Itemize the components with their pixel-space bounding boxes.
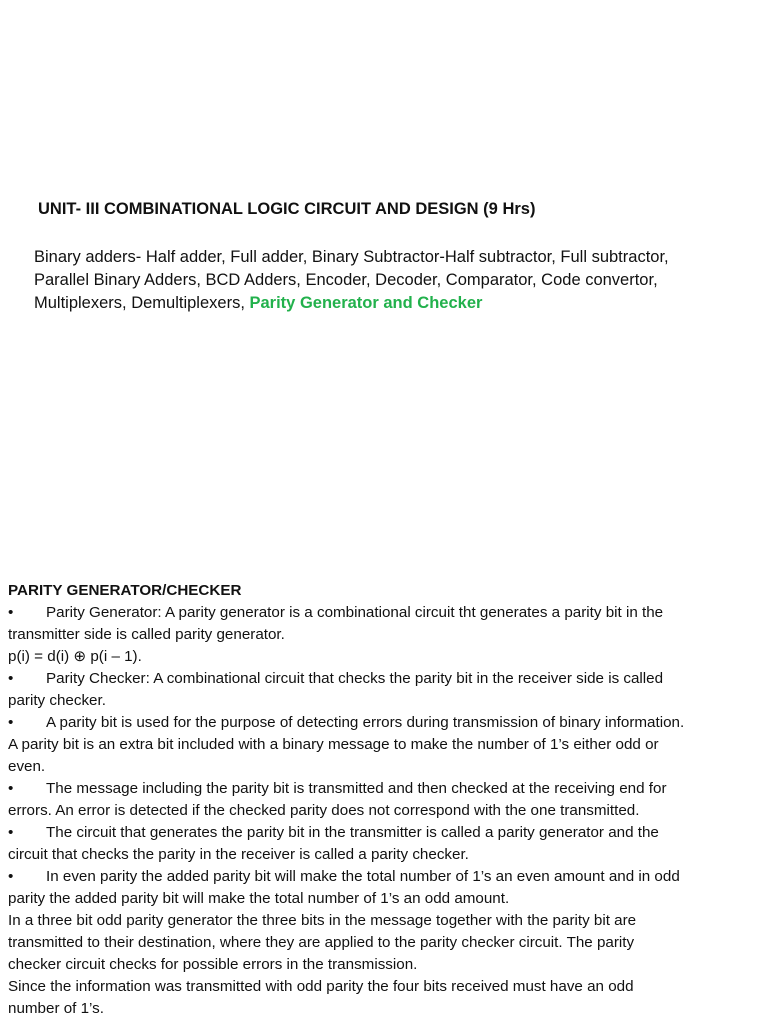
text-line [8,734,764,756]
line-text: parity checker. [8,692,106,709]
line-text: The message including the parity bit is transmitted and then checked at the receiving end for [46,780,667,797]
text-line [8,998,764,1020]
line-text: The circuit that generates the parity bit in the transmitter is called a parity generator and the [46,824,659,841]
line-text: errors. An error is detected if the checked parity does not correspond with the one transmitted. [8,802,640,819]
bullet-line [8,822,764,844]
text-line [8,844,764,866]
text-line [8,800,764,822]
bullet-line [8,712,764,734]
syllabus-line-2: Parallel Binary Adders, BCD Adders, Encoder, Decoder, Comparator, Code convertor, [34,271,658,289]
line-text: transmitted to their destination, where they are applied to the parity checker circuit. The parity [8,934,635,951]
syllabus-line-1: Binary adders- Half adder, Full adder, Binary Subtractor-Half subtractor, Full subtractor, [34,248,669,266]
bullet-line [8,778,764,800]
bullet-icon: • [8,670,14,687]
line-text: A parity bit is an extra bit included with a binary message to make the number of 1’s either odd or [8,736,659,753]
line-text: even. [8,758,46,775]
syllabus-line-3-text: Multiplexers, Demultiplexers, [34,294,245,312]
bullet-line [8,668,764,690]
bullet-icon: • [8,824,14,841]
highlighted-topic: Parity Generator and Checker [249,294,483,312]
bullet-line [8,866,764,888]
bullet-line [8,602,764,624]
text-line [8,888,764,910]
line-text: transmitter side is called parity generator. [8,626,285,643]
line-text: checker circuit checks for possible errors in the transmission. [8,956,418,973]
parity-section [8,580,764,1020]
line-text: circuit that checks the parity in the receiver is called a parity checker. [8,846,469,863]
text-line [8,954,764,976]
text-line [8,756,764,778]
bullet-icon: • [8,604,14,621]
section-body [8,602,764,1020]
syllabus-paragraph [34,246,754,315]
text-line [8,646,764,668]
line-text: Parity Checker: A combinational circuit that checks the parity bit in the receiver side is called [46,670,664,687]
bullet-icon: • [8,714,14,731]
text-line [8,910,764,932]
text-line [8,976,764,998]
line-text: In a three bit odd parity generator the three bits in the message together with the parity bit are [8,912,637,929]
line-text: A parity bit is used for the purpose of detecting errors during transmission of binary information. [46,714,685,731]
syllabus-line-3 [34,292,754,315]
section-title: PARITY GENERATOR/CHECKER [8,582,242,599]
line-text: In even parity the added parity bit will make the total number of 1’s an even amount and in odd [46,868,680,885]
line-text: Since the information was transmitted with odd parity the four bits received must have an odd [8,978,634,995]
line-text: p(i) = d(i) ⊕ p(i – 1). [8,648,142,665]
text-line [8,624,764,646]
text-line [8,690,764,712]
line-text: parity the added parity bit will make the total number of 1’s an odd amount. [8,890,510,907]
text-line [8,932,764,954]
line-text: Parity Generator: A parity generator is a combinational circuit tht generates a parity bit in the [46,604,664,621]
bullet-icon: • [8,868,14,885]
bullet-icon: • [8,780,14,797]
line-text: number of 1’s. [8,1000,104,1017]
unit-heading: UNIT- III COMBINATIONAL LOGIC CIRCUIT AND DESIGN (9 Hrs) [38,200,536,218]
